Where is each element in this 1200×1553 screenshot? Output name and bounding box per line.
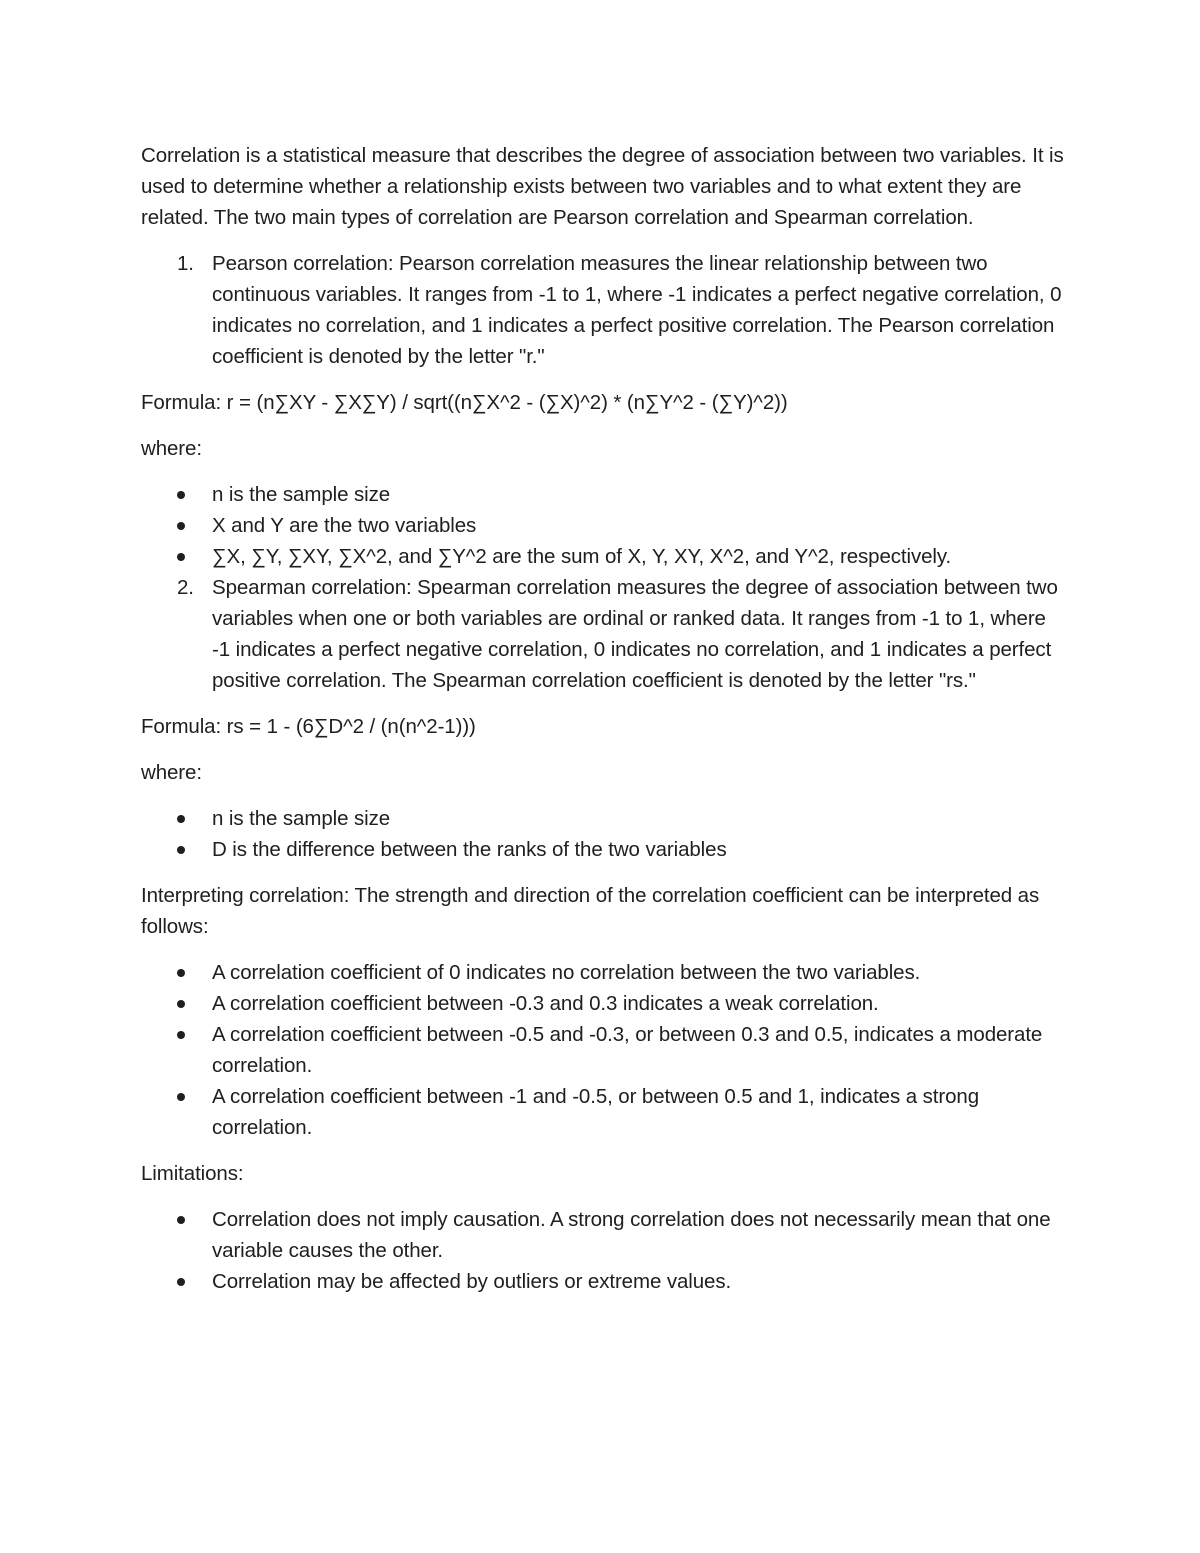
list-item: A correlation coefficient between -0.3 and 0.3 indicates a weak correlation.: [141, 988, 1066, 1019]
bullet-icon: [177, 491, 185, 499]
bullet-icon: [177, 846, 185, 854]
pearson-list: [141, 248, 1066, 372]
list-item: X and Y are the two variables: [141, 510, 1066, 541]
interpreting-list: [141, 957, 1066, 1143]
spearman-item: [141, 572, 1066, 696]
list-item: Correlation may be affected by outliers or extreme values.: [141, 1266, 1066, 1297]
bullet-icon: [177, 553, 185, 561]
list-item: n is the sample size: [141, 479, 1066, 510]
list-number: 2.: [177, 576, 194, 599]
list-item: A correlation coefficient between -0.5 and -0.3, or between 0.3 and 0.5, indicates a moderate correlation.: [141, 1019, 1066, 1081]
spearman-list: [141, 572, 1066, 696]
list-number: 1.: [177, 252, 194, 275]
spearman-variables-list: [141, 803, 1066, 865]
pearson-formula: Formula: r = (n∑XY - ∑X∑Y) / sqrt((n∑X^2 - (∑X)^2) * (n∑Y^2 - (∑Y)^2)): [141, 391, 788, 414]
pearson-text: Pearson correlation: Pearson correlation measures the linear relationship between two continuous variables. It ranges from -1 to 1, where -1 indicates a perfect negative correlation, 0 indicates no correlation, and 1 indicates a perfect positive correlation. The Pearson correlation coefficient is denoted by the letter "r.": [212, 252, 1062, 368]
spearman-text: Spearman correlation: Spearman correlation measures the degree of association between two variables when one or both variables are ordinal or ranked data. It ranges from -1 to 1, where -1 indicates a perfect negative correlation, 0 indicates no correlation, and 1 indicates a perfect positive correlation. The Spearman correlation coefficient is denoted by the letter "rs.": [212, 576, 1058, 692]
list-item: ∑X, ∑Y, ∑XY, ∑X^2, and ∑Y^2 are the sum of X, Y, XY, X^2, and Y^2, respectively.: [141, 541, 1066, 572]
bullet-icon: [177, 969, 185, 977]
bullet-icon: [177, 815, 185, 823]
bullet-icon: [177, 1216, 185, 1224]
list-item: Correlation does not imply causation. A strong correlation does not necessarily mean that one variable causes the other.: [141, 1204, 1066, 1266]
bullet-icon: [177, 1031, 185, 1039]
limitations-heading: Limitations:: [141, 1162, 244, 1185]
bullet-icon: [177, 522, 185, 530]
spearman-where: where:: [141, 761, 202, 784]
list-item: D is the difference between the ranks of the two variables: [141, 834, 1066, 865]
intro-paragraph: Correlation is a statistical measure that describes the degree of association between two variables. It is used to determine whether a relationship exists between two variables and to what extent they are related. The two main types of correlation are Pearson correlation and Spearman correlation.: [141, 144, 1064, 229]
pearson-where: where:: [141, 437, 202, 460]
list-item: n is the sample size: [141, 803, 1066, 834]
document-body: [141, 140, 1066, 1312]
interpreting-heading: Interpreting correlation: The strength and direction of the correlation coefficient can be interpreted as follows:: [141, 884, 1040, 938]
bullet-icon: [177, 1278, 185, 1286]
list-item: A correlation coefficient of 0 indicates no correlation between the two variables.: [141, 957, 1066, 988]
bullet-icon: [177, 1000, 185, 1008]
limitations-list: [141, 1204, 1066, 1297]
pearson-variables-list: [141, 479, 1066, 572]
pearson-item: [141, 248, 1066, 372]
list-item: A correlation coefficient between -1 and -0.5, or between 0.5 and 1, indicates a strong correlation.: [141, 1081, 1066, 1143]
spearman-formula: Formula: rs = 1 - (6∑D^2 / (n(n^2-1))): [141, 715, 476, 738]
bullet-icon: [177, 1093, 185, 1101]
